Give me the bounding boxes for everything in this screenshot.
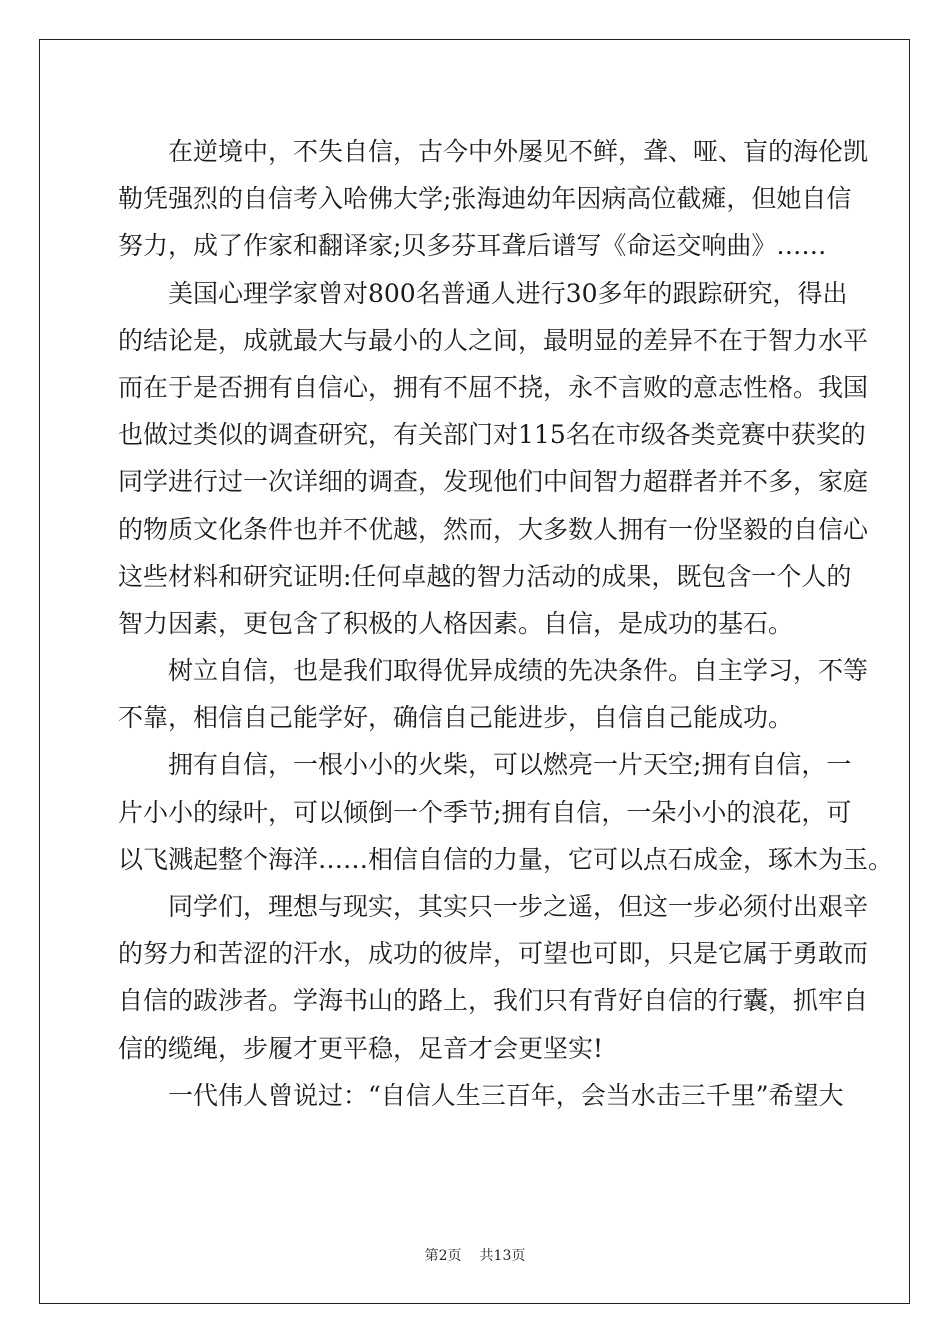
text-line: 自信的跋涉者。学海书山的路上，我们只有背好自信的行囊，抓牢自 (118, 986, 869, 1016)
text-line: 同学进行过一次详细的调查，发现他们中间智力超群者并不多，家庭 (118, 467, 869, 497)
text-line: 也做过类似的调查研究，有关部门对115名在市级各类竞赛中获奖的 (118, 420, 866, 450)
text-line: 的努力和苦涩的汗水，成功的彼岸，可望也可即，只是它属于勇敢而 (118, 939, 869, 969)
text-line: 片小小的绿叶，可以倾倒一个季节;拥有自信，一朵小小的浪花，可 (118, 797, 852, 827)
text-line: 树立自信，也是我们取得优异成绩的先决条件。自主学习，不等 (118, 656, 869, 686)
text-line: 同学们，理想与现实，其实只一步之遥，但这一步必须付出艰辛 (118, 892, 869, 921)
text-line: 的结论是，成就最大与最小的人之间，最明显的差异不在于智力水平 (118, 325, 869, 355)
text-line: 美国心理学家曾对800名普通人进行30多年的跟踪研究，得出 (118, 278, 848, 308)
text-line: 在逆境中，不失自信，古今中外屡见不鲜，聋、哑、盲的海伦凯 (118, 137, 869, 166)
text-line: 智力因素，更包含了积极的人格因素。自信，是成功的基石。 (118, 608, 794, 638)
page-total: 共13页 (479, 1248, 526, 1264)
text-line: 努力，成了作家和翻译家;贝多芬耳聋后谱写《命运交响曲》…… (118, 231, 827, 261)
text-line: 这些材料和研究证明:任何卓越的智力活动的成果，既包含一个人的 (118, 561, 852, 591)
text-line: 勒凭强烈的自信考入哈佛大学;张海迪幼年因病高位截瘫，但她自信 (118, 184, 852, 214)
text-line: 而在于是否拥有自信心，拥有不屈不挠，永不言败的意志性格。我国 (118, 372, 869, 402)
page-number: 第2页 (424, 1248, 462, 1264)
document-body (118, 128, 894, 1119)
text-line: 不靠，相信自己能学好，确信自己能进步，自信自己能成功。 (118, 703, 794, 733)
text-line: 以飞溅起整个海洋……相信自信的力量，它可以点石成金，琢木为玉。 (118, 844, 894, 874)
text-line: 一代伟人曾说过：“自信人生三百年，会当水击三千里”希望大 (118, 1080, 844, 1110)
text-line: 信的缆绳，步履才更平稳，足音才会更坚实! (118, 1033, 604, 1063)
page-footer (0, 1245, 950, 1265)
text-line: 拥有自信，一根小小的火柴，可以燃亮一片天空;拥有自信，一 (118, 750, 852, 780)
text-line: 的物质文化条件也并不优越，然而，大多数人拥有一份坚毅的自信心 (118, 514, 869, 544)
